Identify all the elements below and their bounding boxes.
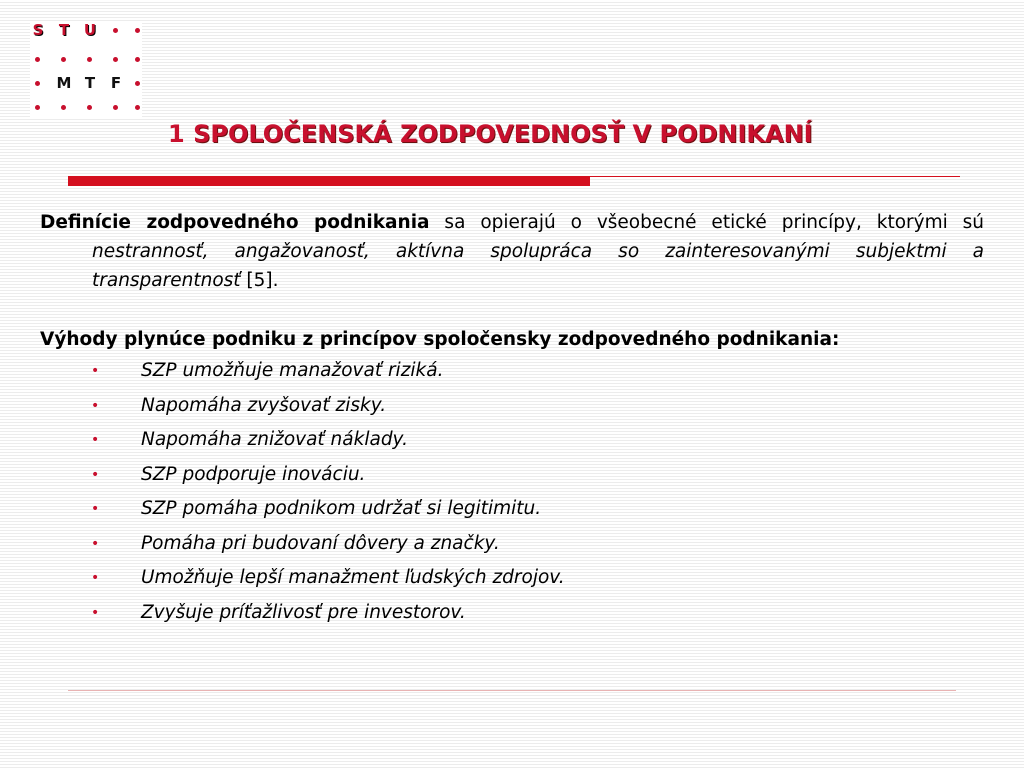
logo-dot xyxy=(87,105,92,110)
logo-dot xyxy=(135,28,140,33)
footer-divider xyxy=(68,690,956,691)
title-accent-bar xyxy=(68,176,590,186)
bullet-icon: • xyxy=(91,466,100,483)
logo-letter-s: S xyxy=(32,21,44,39)
logo-dot xyxy=(61,57,66,62)
list-item-text: Umožňuje lepší manažment ľudských zdrojov. xyxy=(141,567,565,588)
bullet-icon: • xyxy=(91,363,100,379)
stu-mtf-logo xyxy=(30,22,142,118)
logo-letter-u: U xyxy=(83,21,97,39)
list-item-text: SZP podporuje inováciu. xyxy=(141,463,366,485)
logo-dot xyxy=(113,28,118,33)
list-item xyxy=(40,492,984,527)
bullet-icon: • xyxy=(91,501,100,517)
logo-dot xyxy=(135,81,140,86)
list-item-text: Zvyšuje príťažlivosť pre investorov. xyxy=(141,601,466,623)
logo-letter-t2: T xyxy=(84,74,96,92)
slide-title-number: 1 xyxy=(168,120,185,148)
list-item xyxy=(40,527,984,562)
logo-letter-f: F xyxy=(110,74,122,92)
list-item xyxy=(40,561,984,596)
definition-paragraph xyxy=(40,208,984,295)
list-item-text: Napomáha zvyšovať zisky. xyxy=(141,394,387,416)
definition-text-2: [5]. xyxy=(240,270,279,291)
bullet-icon: • xyxy=(91,604,100,621)
bullet-icon: • xyxy=(91,535,100,552)
definition-bold: Definície zodpovedného podnikania xyxy=(40,212,430,233)
logo-dot xyxy=(135,57,140,62)
list-item xyxy=(40,423,984,458)
logo-dot xyxy=(135,105,140,110)
logo-dot xyxy=(113,105,118,110)
bullet-icon: • xyxy=(91,432,100,448)
logo-dot xyxy=(35,57,40,62)
advantages-list xyxy=(40,354,984,630)
advantages-heading: Výhody plynúce podniku z princípov spoločensky zodpovedného podnikania: xyxy=(40,329,840,350)
logo-dot xyxy=(61,105,66,110)
definition-italic: nestrannosť, angažovanosť, aktívna spolupráca so zainteresovanými subjektmi a transparentnosť xyxy=(92,241,984,291)
logo-dot xyxy=(113,57,118,62)
slide-title xyxy=(168,120,813,148)
logo-letter-t: T xyxy=(58,21,70,39)
list-item-text: SZP pomáha podnikom udržať si legitimitu. xyxy=(141,498,542,519)
logo-dot xyxy=(35,81,40,86)
logo-dot xyxy=(87,57,92,62)
bullet-icon: • xyxy=(91,570,100,586)
bullet-icon: • xyxy=(91,397,100,414)
title-underline xyxy=(590,176,960,177)
definition-text-1: sa opierajú o všeobecné etické princípy, ktorými sú xyxy=(429,212,984,233)
logo-letter-m: M xyxy=(56,74,72,92)
list-item xyxy=(40,596,984,631)
list-item xyxy=(40,458,984,493)
list-item xyxy=(40,354,984,389)
list-item-text: SZP umožňuje manažovať riziká. xyxy=(141,360,444,381)
logo-dot xyxy=(35,105,40,110)
slide-content xyxy=(40,208,984,630)
list-item-text: Napomáha znižovať náklady. xyxy=(141,429,408,450)
list-item-text: Pomáha pri budovaní dôvery a značky. xyxy=(141,532,500,554)
slide-title-text: SPOLOČENSKÁ ZODPOVEDNOSŤ V PODNIKANÍ xyxy=(193,120,813,148)
list-item xyxy=(40,389,984,424)
